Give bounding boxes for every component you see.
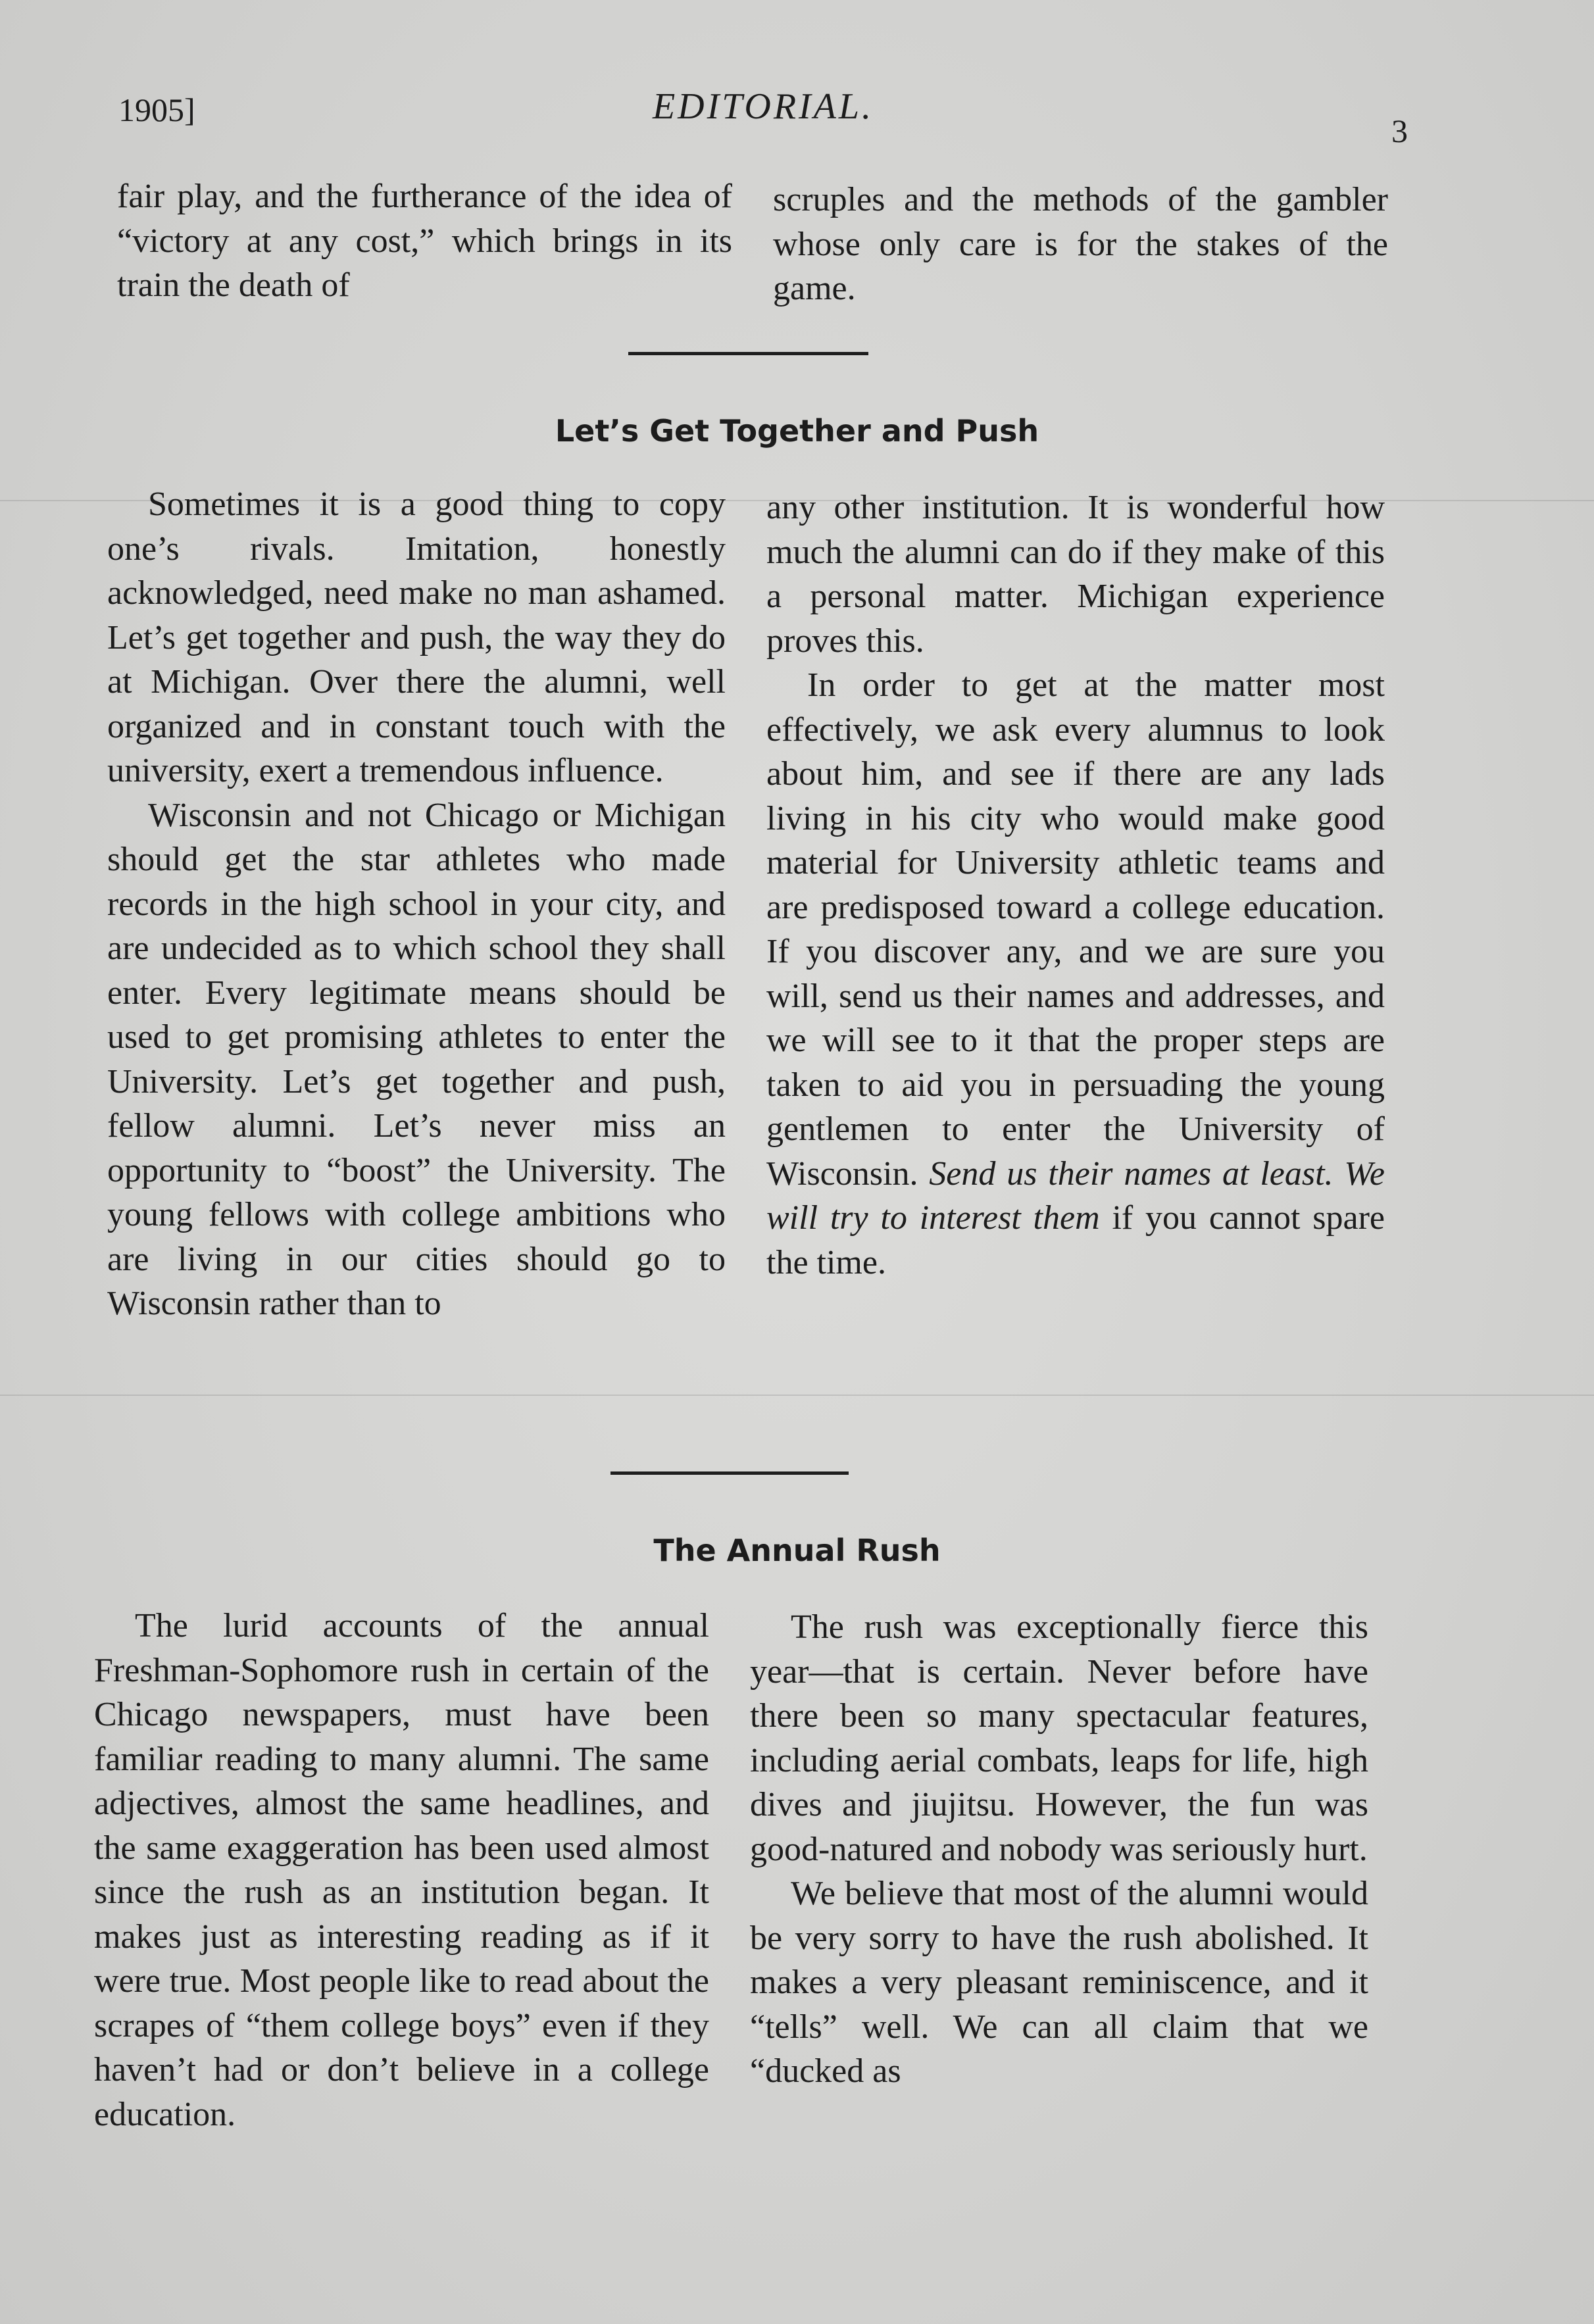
section1-left-column [107,482,726,1326]
paragraph: Wisconsin and not Chicago or Michigan should get the star athletes who made records in the high school in your city, and are undecided as to which school they shall enter. Every legitimate means should be used to get promising athletes to enter the University. Let’s get together and push, fellow alumni. Let’s never miss an opportunity to “boost” the University. The young fellows with college ambitions who are living in our cities should go to Wisconsin rather than to [107,796,726,1322]
paragraph: any other institution. It is wonderful how much the alumni can do if they make of this a personal matter. Michigan experience proves this. [766,489,1385,660]
section-heading: Let’s Get Together and Push [555,413,1039,449]
running-header [118,86,1408,149]
fold-line [0,1395,1594,1396]
header-year: 1905] [118,91,195,128]
paragraph-text: In order to get at the matter most effectively, we ask every alumnus to look about him, and see if there are any lads living in his city who would make good material for University athletic teams and are predisposed toward a college education. If you discover any, and we are sure you will, send us their names and addresses, and we will see to it that the proper steps are taken to aid you in persuading the young gentlemen to enter the University of Wisconsin. [766,666,1385,1193]
page-number: 3 [1391,112,1408,149]
header-title: EDITORIAL. [652,86,874,127]
paragraph: scruples and the methods of the gambler whose only care is for the stakes of the game. [773,181,1388,307]
section1-right-column [766,485,1385,1285]
paragraph: We believe that most of the alumni would be very sorry to have the rush abolished. It makes a very pleasant reminiscence, and it “tells” well. We can all claim that we “ducked as [750,1875,1368,2090]
paragraph: Sometimes it is a good thing to copy one’s rivals. Imitation, honestly acknowledged, need make no man ashamed. Let’s get together and push, the way they do at Michigan. Over there the alumni, well organized and in constant touch with the university, exert a tremendous influence. [107,485,726,789]
section-divider [628,352,868,355]
paragraph [766,663,1385,1285]
paragraph: The rush was exceptionally fierce this year—that is certain. Never before have there been so many spectacular features, including aerial combats, leaps for life, high dives and jiujitsu. However, the fun was good-natured and nobody was seriously hurt. [750,1608,1368,1868]
paragraph: The lurid accounts of the annual Freshman-Sophomore rush in certain of the Chicago newspapers, must have been familiar reading to many alumni. The same adjectives, almost the same headlines, and the same exaggeration has been used almost since the rush as an institution began. It makes just as interesting reading as if it were true. Most people like to read about the scrapes of “them college boys” even if they haven’t had or don’t believe in a college education. [94,1607,709,2133]
top-left-column [117,174,732,308]
section-heading: The Annual Rush [653,1533,941,1568]
paragraph-text: if you cannot spare the time. [766,1199,1385,1281]
section2-right-column [750,1605,1368,2094]
paragraph: fair play, and the furtherance of the idea of “victory at any cost,” which brings in its train the death of [117,178,732,304]
top-right-column [773,178,1388,311]
section-divider [610,1471,849,1475]
italic-text: Send us their names at least. We will try to interest them [766,1154,1385,1237]
section2-left-column [94,1604,709,2137]
